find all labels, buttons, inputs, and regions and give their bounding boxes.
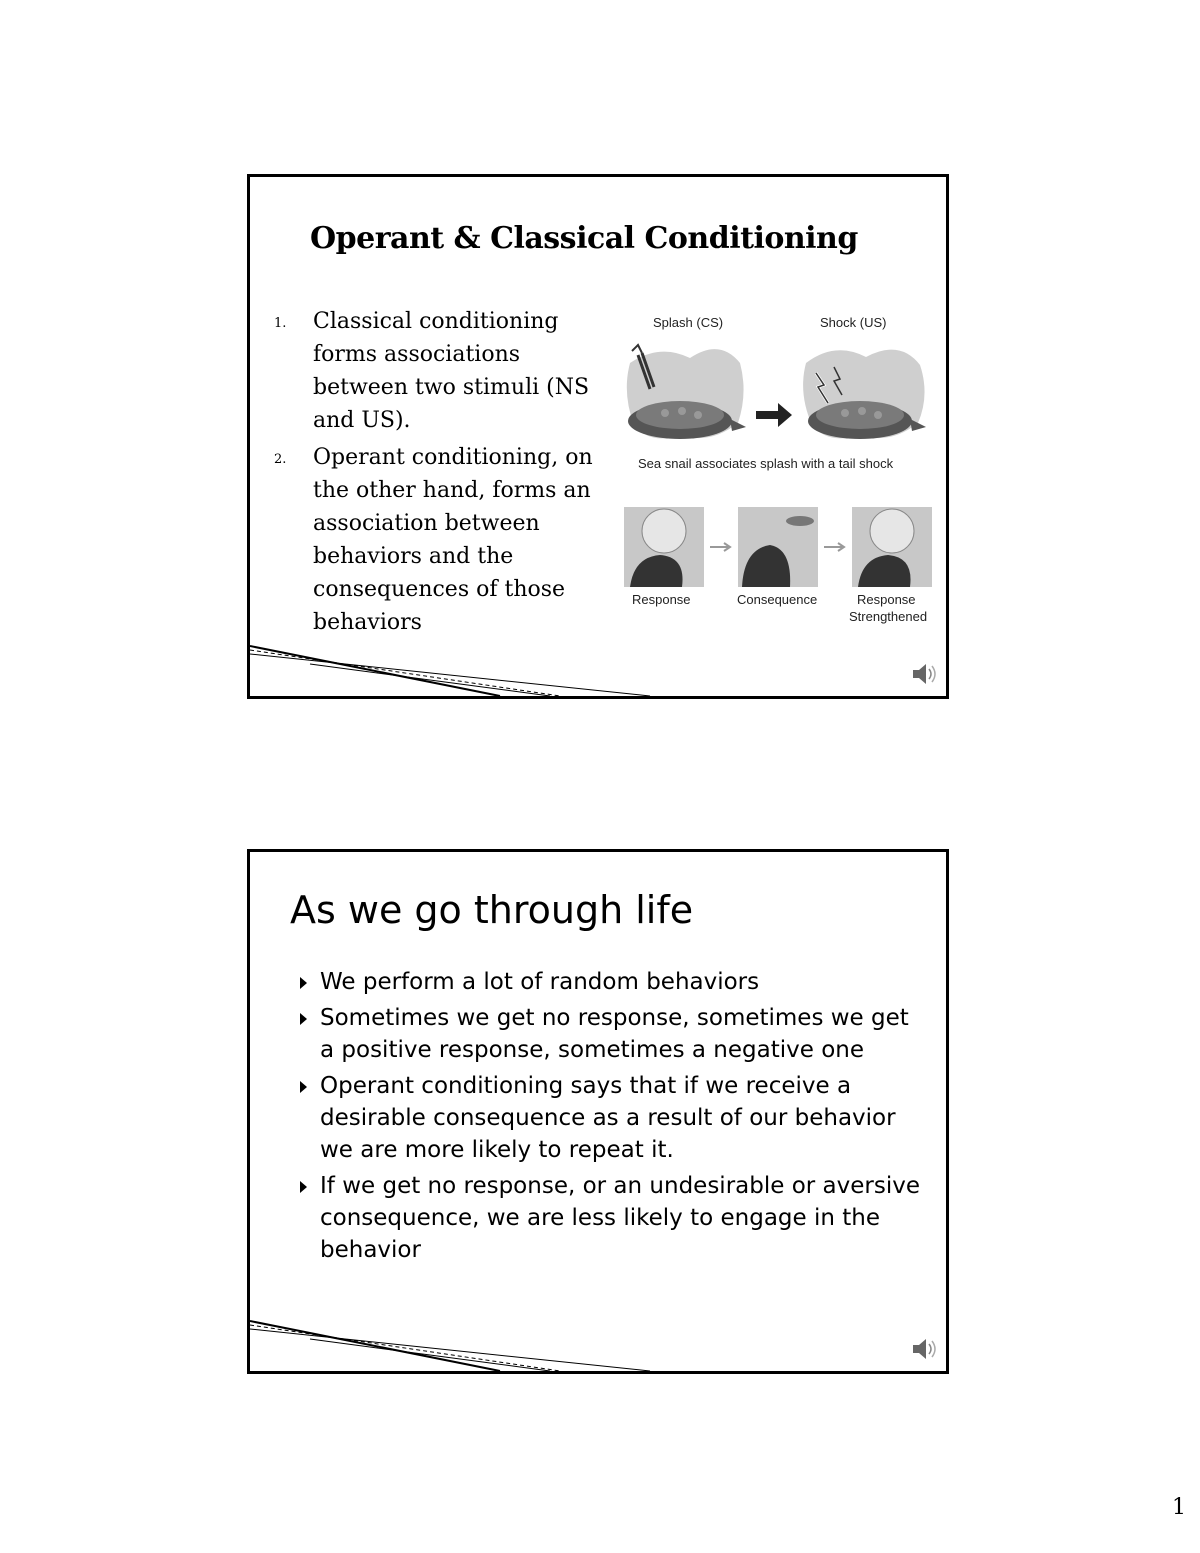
list-number: 1. xyxy=(274,316,287,331)
list-item-text: Operant conditioning says that if we receive a desirable consequence as a result of our behavior we are more likely to repeat it. xyxy=(320,1073,896,1163)
cs-label: Splash (CS) xyxy=(653,315,724,330)
slide-title: Operant & Classical Conditioning xyxy=(310,221,858,256)
list-item-text: If we get no response, or an undesirable or aversive consequence, we are less likely to engage in the behavior xyxy=(320,1173,920,1263)
triangle-bullet-icon xyxy=(300,977,307,989)
slide-through-life xyxy=(247,849,949,1374)
page-number: 1 xyxy=(1172,1495,1186,1520)
sea-snail-illustration xyxy=(620,333,940,455)
strengthened-label-line2: Strengthened xyxy=(849,609,928,624)
speaker-icon[interactable] xyxy=(910,660,938,688)
triangle-bullet-icon xyxy=(300,1181,307,1193)
us-label: Shock (US) xyxy=(820,315,887,330)
seal-training-illustration xyxy=(620,505,940,589)
decorative-swoosh-lines xyxy=(250,606,949,696)
list-item-text: Sometimes we get no response, sometimes we get a positive response, sometimes a negative one xyxy=(320,1005,909,1063)
decorative-swoosh-lines xyxy=(250,1281,949,1371)
list-item xyxy=(300,1070,920,1166)
speaker-icon[interactable] xyxy=(910,1335,938,1363)
strengthened-label-line1: Response xyxy=(857,592,916,607)
consequence-label: Consequence xyxy=(737,592,818,607)
list-item xyxy=(270,305,600,437)
list-item-text: Operant conditioning, on the other hand, forms an association between behaviors and the consequences of those behaviors xyxy=(313,445,593,635)
triangle-bullet-icon xyxy=(300,1013,307,1025)
list-item xyxy=(300,966,920,998)
list-number: 2. xyxy=(274,452,287,467)
list-item xyxy=(300,1002,920,1066)
triangle-bullet-icon xyxy=(300,1081,307,1093)
bullet-list xyxy=(300,966,920,1270)
snail-caption: Sea snail associates splash with a tail shock xyxy=(638,456,894,471)
slide-operant-classical xyxy=(247,174,949,699)
numbered-list xyxy=(270,305,600,643)
slide-title: As we go through life xyxy=(290,888,694,932)
conditioning-figure xyxy=(620,307,940,637)
response-label: Response xyxy=(632,592,691,607)
list-item xyxy=(300,1170,920,1266)
list-item-text: We perform a lot of random behaviors xyxy=(320,969,760,995)
list-item-text: Classical conditioning forms associations between two stimuli (NS and US). xyxy=(313,309,590,433)
